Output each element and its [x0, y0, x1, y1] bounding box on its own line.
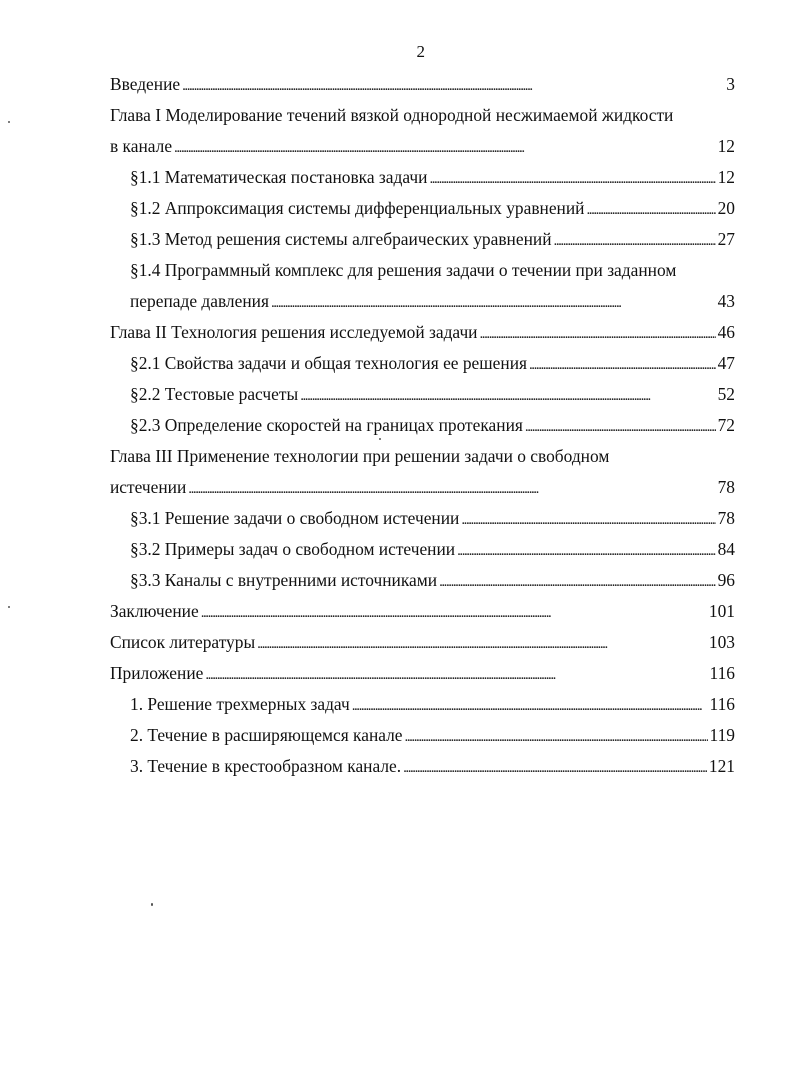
- toc-entry-appendix-1[interactable]: [130, 689, 735, 720]
- toc-entry-section-1-2[interactable]: [130, 193, 735, 224]
- toc-entry-title: перепаде давления: [130, 291, 269, 311]
- dot-leader: [403, 751, 707, 784]
- toc-entry-page: 3: [726, 74, 735, 94]
- toc-entry-title: §2.2 Тестовые расчеты: [130, 384, 299, 404]
- toc-entry-section-1-4[interactable]: [130, 255, 735, 317]
- toc-entry-appendix-2[interactable]: [130, 720, 735, 751]
- toc-entry-page: 116: [709, 663, 735, 683]
- toc-entry-section-2-2[interactable]: [130, 379, 735, 410]
- toc-entry-chapter-3[interactable]: [110, 441, 735, 503]
- scan-speck: [8, 606, 10, 608]
- toc-entry-title: Приложение: [110, 663, 204, 683]
- dot-leader: [271, 286, 716, 319]
- toc-entry-page: 121: [708, 756, 735, 776]
- dot-leader: [525, 410, 716, 443]
- toc-entry-page: 96: [717, 570, 735, 590]
- toc-entry-title: 1. Решение трехмерных задач: [130, 694, 350, 714]
- dot-leader: [188, 472, 715, 505]
- toc-entry-chapter-2[interactable]: [110, 317, 735, 348]
- toc-entry-page: 84: [717, 539, 735, 559]
- toc-entry-title: 3. Течение в крестообразном канале.: [130, 756, 402, 776]
- table-of-contents: [110, 69, 735, 782]
- toc-entry-title: §3.1 Решение задачи о свободном истечении: [130, 508, 460, 528]
- scan-speck: [379, 438, 381, 440]
- toc-entry-page: 78: [717, 508, 735, 528]
- toc-entry-section-2-1[interactable]: [130, 348, 735, 379]
- toc-entry-introduction[interactable]: [110, 69, 735, 100]
- page-number: 2: [416, 42, 426, 61]
- toc-entry-page: 47: [717, 353, 735, 373]
- toc-entry-appendix[interactable]: [110, 658, 735, 689]
- dot-leader: [174, 131, 716, 164]
- dot-leader: [457, 534, 716, 567]
- toc-entry-page: 119: [709, 725, 735, 745]
- toc-entry-title: Заключение: [110, 601, 199, 621]
- toc-entry-title: 2. Течение в расширяющемся канале: [130, 725, 403, 745]
- toc-entry-title: §3.3 Каналы с внутренними источниками: [130, 570, 438, 590]
- toc-entry-section-3-1[interactable]: [130, 503, 735, 534]
- scan-speck: [151, 903, 153, 906]
- dot-leader: [554, 224, 716, 257]
- toc-entry-title-line1: §1.4 Программный комплекс для решения задачи о течении при заданном: [130, 260, 677, 280]
- toc-entry-title-line1: Глава I Моделирование течений вязкой однородной несжимаемой жидкости: [110, 105, 674, 125]
- toc-entry-page: 20: [717, 198, 735, 218]
- toc-entry-title: §2.3 Определение скоростей на границах протекания: [130, 415, 523, 435]
- toc-entry-title: §1.2 Аппроксимация системы дифференциальных уравнений: [130, 198, 585, 218]
- dot-leader: [182, 69, 724, 102]
- toc-entry-page: 116: [709, 694, 735, 714]
- dot-leader: [480, 317, 716, 350]
- toc-entry-appendix-3[interactable]: [130, 751, 735, 782]
- toc-entry-page: 12: [717, 136, 735, 156]
- dot-leader: [439, 565, 716, 598]
- toc-entry-section-3-2[interactable]: [130, 534, 735, 565]
- toc-entry-title: Введение: [110, 74, 181, 94]
- dot-leader: [461, 503, 715, 536]
- toc-entry-page: 52: [717, 384, 735, 404]
- toc-entry-page: 101: [708, 601, 735, 621]
- toc-entry-title: в канале: [110, 136, 173, 156]
- toc-entry-page: 27: [717, 229, 735, 249]
- toc-entry-chapter-1[interactable]: [110, 100, 735, 162]
- toc-entry-title: §1.3 Метод решения системы алгебраических уравнений: [130, 229, 552, 249]
- dot-leader: [352, 689, 708, 722]
- dot-leader: [257, 627, 707, 660]
- dot-leader: [429, 162, 715, 195]
- toc-entry-page: 103: [708, 632, 735, 652]
- toc-entry-section-1-3[interactable]: [130, 224, 735, 255]
- dot-leader: [405, 720, 708, 753]
- scan-speck: [8, 121, 10, 123]
- toc-entry-title: §3.2 Примеры задач о свободном истечении: [130, 539, 456, 559]
- dot-leader: [529, 348, 716, 381]
- dot-leader: [201, 596, 707, 629]
- toc-entry-page: 78: [717, 477, 735, 497]
- toc-entry-title: §2.1 Свойства задачи и общая технология ее решения: [130, 353, 527, 373]
- toc-entry-page: 12: [717, 167, 735, 187]
- toc-entry-conclusion[interactable]: [110, 596, 735, 627]
- toc-entry-page: 46: [717, 322, 735, 342]
- toc-entry-title: Список литературы: [110, 632, 256, 652]
- toc-entry-section-1-1[interactable]: [130, 162, 735, 193]
- toc-entry-section-3-3[interactable]: [130, 565, 735, 596]
- toc-entry-title: истечении: [110, 477, 187, 497]
- toc-entry-title: §1.1 Математическая постановка задачи: [130, 167, 428, 187]
- dot-leader: [205, 658, 707, 691]
- toc-entry-page: 43: [717, 291, 735, 311]
- toc-entry-section-2-3[interactable]: [130, 410, 735, 441]
- dot-leader: [300, 379, 715, 412]
- toc-entry-page: 72: [717, 415, 735, 435]
- dot-leader: [586, 193, 715, 226]
- toc-entry-title: Глава II Технология решения исследуемой задачи: [110, 322, 478, 342]
- toc-entry-title-line1: Глава III Применение технологии при решении задачи о свободном: [110, 446, 610, 466]
- toc-entry-references[interactable]: [110, 627, 735, 658]
